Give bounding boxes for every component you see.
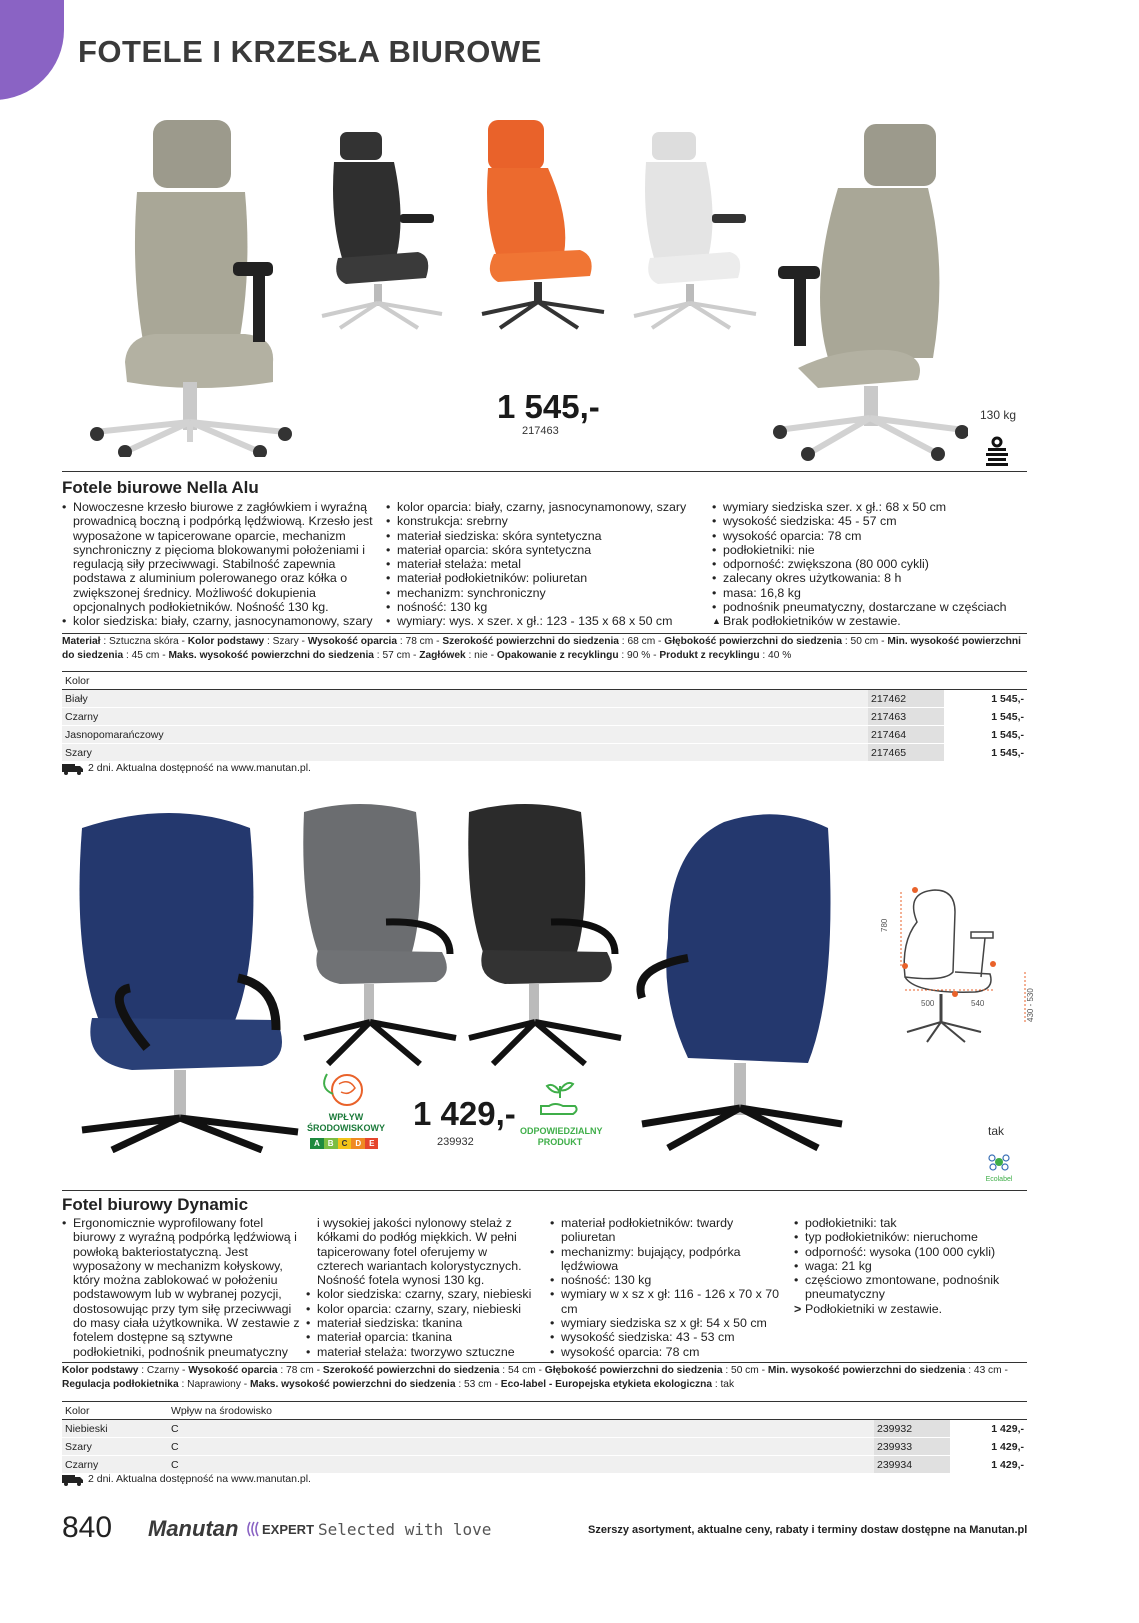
spec-value: : 50 cm: [722, 1365, 759, 1376]
spec-value: : Naprawiony: [178, 1379, 241, 1390]
spec-value: : 43 cm: [965, 1365, 1002, 1376]
spec-label: Kolor podstawy: [62, 1365, 139, 1376]
spec-label: Materiał: [62, 636, 101, 647]
cell-color: Czarny: [62, 708, 868, 726]
spec-value: : tak: [711, 1379, 735, 1390]
table-header-color: Kolor: [62, 672, 1027, 690]
spec-value: : nie: [465, 650, 488, 661]
footer-info: [588, 1524, 1027, 1536]
bullet: • kolor siedziska: czarny, szary, niebieski: [306, 1287, 532, 1301]
page-number: 840: [62, 1511, 113, 1544]
dim-label: 540: [971, 999, 985, 1008]
table-row[interactable]: [62, 1456, 1027, 1474]
spec-value: : 78 cm: [277, 1365, 314, 1376]
bullet: • wymiary siedziska szer. x gł.: 68 x 50 cm: [712, 500, 1032, 514]
spec-value: : Sztuczna skóra: [100, 636, 179, 647]
cell-sku: 217462: [868, 690, 944, 708]
bullet: • kolor oparcia: biały, czarny, jasnocynamonowy, szary: [386, 500, 704, 514]
cell-price: 1 429,-: [950, 1456, 1027, 1474]
spec-value: : Czarny: [138, 1365, 180, 1376]
env-scale-b: B: [324, 1138, 338, 1149]
resp-badge-line1: ODPOWIEDZIALNY: [520, 1126, 603, 1136]
env-scale: [310, 1138, 378, 1149]
description-col-2: [306, 1216, 532, 1359]
bullet: • wysokość oparcia: 78 cm: [550, 1345, 780, 1359]
bullet: • konstrukcja: srebrny: [386, 514, 704, 528]
bullet: • materiał siedziska: tkanina: [306, 1316, 532, 1330]
paragraph: i wysokiej jakości nylonowy stelaż z kółkami do podłóg miękkich. W pełni tapicerowany fotel oferujemy w czterech wariantach kolorystycznych. Nośność fotela wynosi 130 kg.: [317, 1216, 522, 1288]
spec-label: Wysokość oparcia: [188, 1365, 278, 1376]
cell-color: Szary: [62, 744, 868, 762]
bullet: • mechanizmy: bujający, podpórka lędźwiowa: [550, 1245, 780, 1274]
availability-text: 2 dni. Aktualna dostępność na www.manutan.pl.: [88, 762, 311, 774]
spec-label: Min. wysokość powierzchni do siedzenia: [62, 636, 1021, 661]
spec-label: Regulacja podłokietnika: [62, 1379, 179, 1390]
spec-label: Zagłówek: [419, 650, 466, 661]
bullet: • materiał siedziska: skóra syntetyczna: [386, 529, 704, 543]
cell-color: Jasnopomarańczowy: [62, 726, 868, 744]
spec-line: Materiał : Sztuczna skóra - Kolor podstawy : Szary - Wysokość oparcia : 78 cm - Szerokość powierzchni do siedzenia : 68 cm - Głębokość powierzchni do siedzenia : 50 cm - Min. wysokość powierzchni do siedzenia : 45 cm - Maks. wysokość powierzchni do siedzenia : 57 cm - Zagłówek : nie - Opakowanie z recyklingu : 90 % - Produkt z recyklingu : 40 %: [62, 633, 1027, 663]
bullet: • Ergonomicznie wyprofilowany fotel biurowy z wyraźną podpórką lędźwiową i powłoką bakteriostatyczną. Jest wyposażony w mechanizm kołyskowy, który można zablokować w położeniu podstawowym lub w wybranej pozycji, dostosowując przy tym siłę przeciwwagi do masy ciała użytkownika. W zestawie z fotelem dostępne są sztywne podłokietniki, podnośnik pneumatyczny: [62, 1216, 307, 1359]
bullet: • kolor siedziska: biały, czarny, jasnocynamonowy, szary: [62, 614, 380, 628]
variant-table: [62, 1401, 1027, 1474]
dim-label: 780: [880, 918, 889, 932]
cell-impact: C: [168, 1420, 874, 1438]
chair-image-grey-back: [768, 118, 968, 463]
bullet: • zalecany okres użytkowania: 8 h: [712, 571, 1032, 585]
dim-label: 500: [921, 999, 935, 1008]
footer-link[interactable]: Manutan.pl: [969, 1524, 1028, 1536]
brand-slogan: Selected with love: [318, 1520, 492, 1539]
corner-decoration: [0, 0, 64, 100]
bullet: • materiał stelaża: metal: [386, 557, 704, 571]
spec-value: : 45 cm: [123, 650, 160, 661]
bullet: • materiał oparcia: skóra syntetyczna: [386, 543, 704, 557]
description-col-3: [712, 500, 1032, 629]
bullet: • kolor oparcia: czarny, szary, niebieski: [306, 1302, 532, 1316]
chair-image-blue-front: [62, 808, 302, 1153]
bullet: • wysokość siedziska: 43 - 53 cm: [550, 1330, 780, 1344]
load-capacity-label: 130 kg: [980, 408, 1017, 422]
spec-label: Głębokość powierzchni do siedzenia: [544, 1365, 723, 1376]
ecolabel-flower-icon: [982, 1150, 1016, 1188]
chair-image-grey-front: [85, 112, 295, 457]
divider: [62, 1190, 1027, 1191]
bullet: • nośność: 130 kg: [550, 1273, 780, 1287]
bullet: • wysokość siedziska: 45 - 57 cm: [712, 514, 1032, 528]
price-sku: 239932: [437, 1136, 474, 1148]
truck-icon: [62, 1474, 84, 1486]
table-row[interactable]: [62, 690, 1027, 708]
description-col-3: [550, 1216, 780, 1359]
bullet: • materiał podłokietników: twardy poliuretan: [550, 1216, 780, 1245]
bullet: • materiał podłokietników: poliuretan: [386, 571, 704, 585]
bullet: • waga: 21 kg: [794, 1259, 1028, 1273]
cell-sku: 239932: [874, 1420, 950, 1438]
price-sku: 217463: [522, 425, 559, 437]
env-scale-a: A: [310, 1138, 324, 1149]
cell-price: 1 545,-: [944, 744, 1027, 762]
cell-impact: C: [168, 1456, 874, 1474]
spec-value: : 68 cm: [618, 636, 656, 647]
spec-label: Wysokość oparcia: [307, 636, 398, 647]
cell-price: 1 545,-: [944, 690, 1027, 708]
footer-info-text: Szerszy asortyment, aktualne ceny, rabaty i terminy dostaw dostępne na: [588, 1524, 967, 1536]
bullet: • nośność: 130 kg: [386, 600, 704, 614]
table-row[interactable]: [62, 744, 1027, 762]
availability-text: 2 dni. Aktualna dostępność na www.manutan.pl.: [88, 1473, 311, 1485]
spec-value: : Szary: [264, 636, 299, 647]
cell-sku: 217465: [868, 744, 944, 762]
table-header-impact: Wpływ na środowisko: [168, 1402, 1027, 1420]
cell-sku: 217464: [868, 726, 944, 744]
cell-price: 1 429,-: [950, 1420, 1027, 1438]
spec-label: Opakowanie z recyklingu: [496, 650, 619, 661]
bullet: • wymiary: wys. x szer. x gł.: 123 - 135 x 68 x 50 cm: [386, 614, 704, 628]
dim-label: 430 - 530: [1026, 988, 1035, 1022]
spec-value: : 90 %: [618, 650, 651, 661]
note: > Podłokietniki w zestawie.: [794, 1302, 1028, 1316]
bullet: • mechanizm: synchroniczny: [386, 586, 704, 600]
cell-impact: C: [168, 1438, 874, 1456]
bullet: • masa: 16,8 kg: [712, 586, 1032, 600]
chair-image-white: [628, 128, 763, 333]
product-title: Fotel biurowy Dynamic: [62, 1195, 249, 1214]
bullet: • częściowo zmontowane, podnośnik pneumatyczny: [794, 1273, 1028, 1302]
description-col-1: [62, 500, 380, 629]
brand-logo: Manutan: [148, 1516, 239, 1541]
bullet: • Nowoczesne krzesło biurowe z zagłówkiem i wyraźną prowadnicą boczną i podpórką lędźwiową. Krzesło jest wyposażone w tapicerowane oparcie, mechanizm synchroniczny z pięcioma blokowanymi położeniami i regulacją siły przeciwwagi. Stabilność zapewnia podstawa z aluminium polerowanego oraz kółka o zwiększonej średnicy. Możliwość dokupienia opcjonalnych podłokietników. Nośność 130 kg.: [62, 500, 380, 614]
brand-expert: EXPERT: [262, 1522, 315, 1537]
cell-price: 1 429,-: [950, 1438, 1027, 1456]
cell-price: 1 545,-: [944, 726, 1027, 744]
spec-value: : 53 cm: [455, 1379, 492, 1390]
table-header-color: Kolor: [62, 1402, 168, 1420]
chair-image-black: [318, 128, 448, 333]
spec-label: Głębokość powierzchni do siedzenia: [664, 636, 843, 647]
price-tag: 1 545,-: [497, 388, 600, 425]
spec-value: : 54 cm: [499, 1365, 536, 1376]
spec-label: Min. wysokość powierzchni do siedzenia: [767, 1365, 966, 1376]
chair-image-orange: [478, 118, 608, 333]
bullet: • wymiary siedziska sz x gł: 54 x 50 cm: [550, 1316, 780, 1330]
spec-value: : 57 cm: [373, 650, 411, 661]
description-col-2: [386, 500, 704, 629]
spec-line: Kolor podstawy : Czarny - Wysokość oparcia : 78 cm - Szerokość powierzchni do siedzenia : 54 cm - Głębokość powierzchni do siedzenia : 50 cm - Min. wysokość powierzchni do siedzenia : 43 cm - Regulacja podłokietnika : Naprawiony - Maks. wysokość powierzchni do siedzenia : 53 cm - Eco-label - Europejska etykieta ekologiczna : tak: [62, 1362, 1027, 1392]
env-badge-line2: ŚRODOWISKOWY: [307, 1123, 385, 1133]
table-row[interactable]: [62, 1420, 1027, 1438]
spec-label: Szerokość powierzchni do siedzenia: [442, 636, 619, 647]
spec-label: Eco-label - Europejska etykieta ekologiczna: [500, 1379, 712, 1390]
spec-value: : 50 cm: [842, 636, 879, 647]
chair-image-grey: [300, 802, 460, 1072]
cell-price: 1 545,-: [944, 708, 1027, 726]
bullet: • typ podłokietników: nieruchome: [794, 1230, 1028, 1244]
chair-image-black-2: [465, 802, 625, 1072]
cell-color: Szary: [62, 1438, 168, 1456]
spec-label: Szerokość powierzchni do siedzenia: [322, 1365, 500, 1376]
spec-label: Maks. wysokość powierzchni do siedzenia: [168, 650, 374, 661]
env-scale-e: E: [365, 1138, 378, 1149]
truck-icon: [62, 763, 84, 775]
bullet: • odporność: zwiększona (80 000 cykli): [712, 557, 1032, 571]
cell-color: Niebieski: [62, 1420, 168, 1438]
cell-sku: 217463: [868, 708, 944, 726]
bullet: • wymiary w x sz x gł: 116 - 126 x 70 x 70 cm: [550, 1287, 780, 1316]
bullet: • materiał stelaża: tworzywo sztuczne: [306, 1345, 532, 1359]
brand-waves-icon: [246, 1520, 260, 1538]
spec-value: : 40 %: [759, 650, 792, 661]
bullet: • podłokietniki: tak: [794, 1216, 1028, 1230]
env-badge-line1: WPŁYW: [328, 1112, 364, 1122]
spec-label: Maks. wysokość powierzchni do siedzenia: [249, 1379, 456, 1390]
description-col-1: [62, 1216, 307, 1359]
chair-image-blue-back: [628, 808, 843, 1153]
resp-badge-line2: PRODUKT: [537, 1137, 583, 1147]
bullet: • odporność: wysoka (100 000 cykli): [794, 1245, 1028, 1259]
page-title: FOTELE I KRZESŁA BIUROWE: [78, 34, 542, 69]
hand-sprout-icon: [535, 1078, 585, 1124]
bullet: • podłokietniki: nie: [712, 543, 1032, 557]
spec-value: : 78 cm: [397, 636, 434, 647]
cell-sku: 239934: [874, 1456, 950, 1474]
cell-sku: 239933: [874, 1438, 950, 1456]
table-row[interactable]: [62, 726, 1027, 744]
environment-icon: [315, 1070, 375, 1110]
bullet: • materiał oparcia: tkanina: [306, 1330, 532, 1344]
env-scale-c: C: [338, 1138, 352, 1149]
spec-label: Kolor podstawy: [187, 636, 265, 647]
table-row[interactable]: [62, 708, 1027, 726]
bullet: • podnośnik pneumatyczny, dostarczane w częściach: [712, 600, 1032, 614]
env-scale-d: D: [351, 1138, 365, 1149]
note: ▲ Brak podłokietników w zestawie.: [712, 614, 1032, 628]
cell-color: Czarny: [62, 1456, 168, 1474]
ecolabel-text: Ecolabel: [985, 1176, 1013, 1183]
description-col-4: [794, 1216, 1028, 1316]
variant-table: [62, 671, 1027, 762]
product-title: Fotele biurowe Nella Alu: [62, 478, 259, 497]
spec-label: Produkt z recyklingu: [659, 650, 760, 661]
price-tag: 1 429,-: [413, 1095, 516, 1132]
weight-icon: [984, 436, 1010, 468]
cell-color: Biały: [62, 690, 868, 708]
dimension-diagram: [875, 882, 1035, 1052]
divider: [62, 471, 1027, 472]
bullet: • wysokość oparcia: 78 cm: [712, 529, 1032, 543]
table-row[interactable]: [62, 1438, 1027, 1456]
ecolabel-value: tak: [988, 1124, 1005, 1138]
